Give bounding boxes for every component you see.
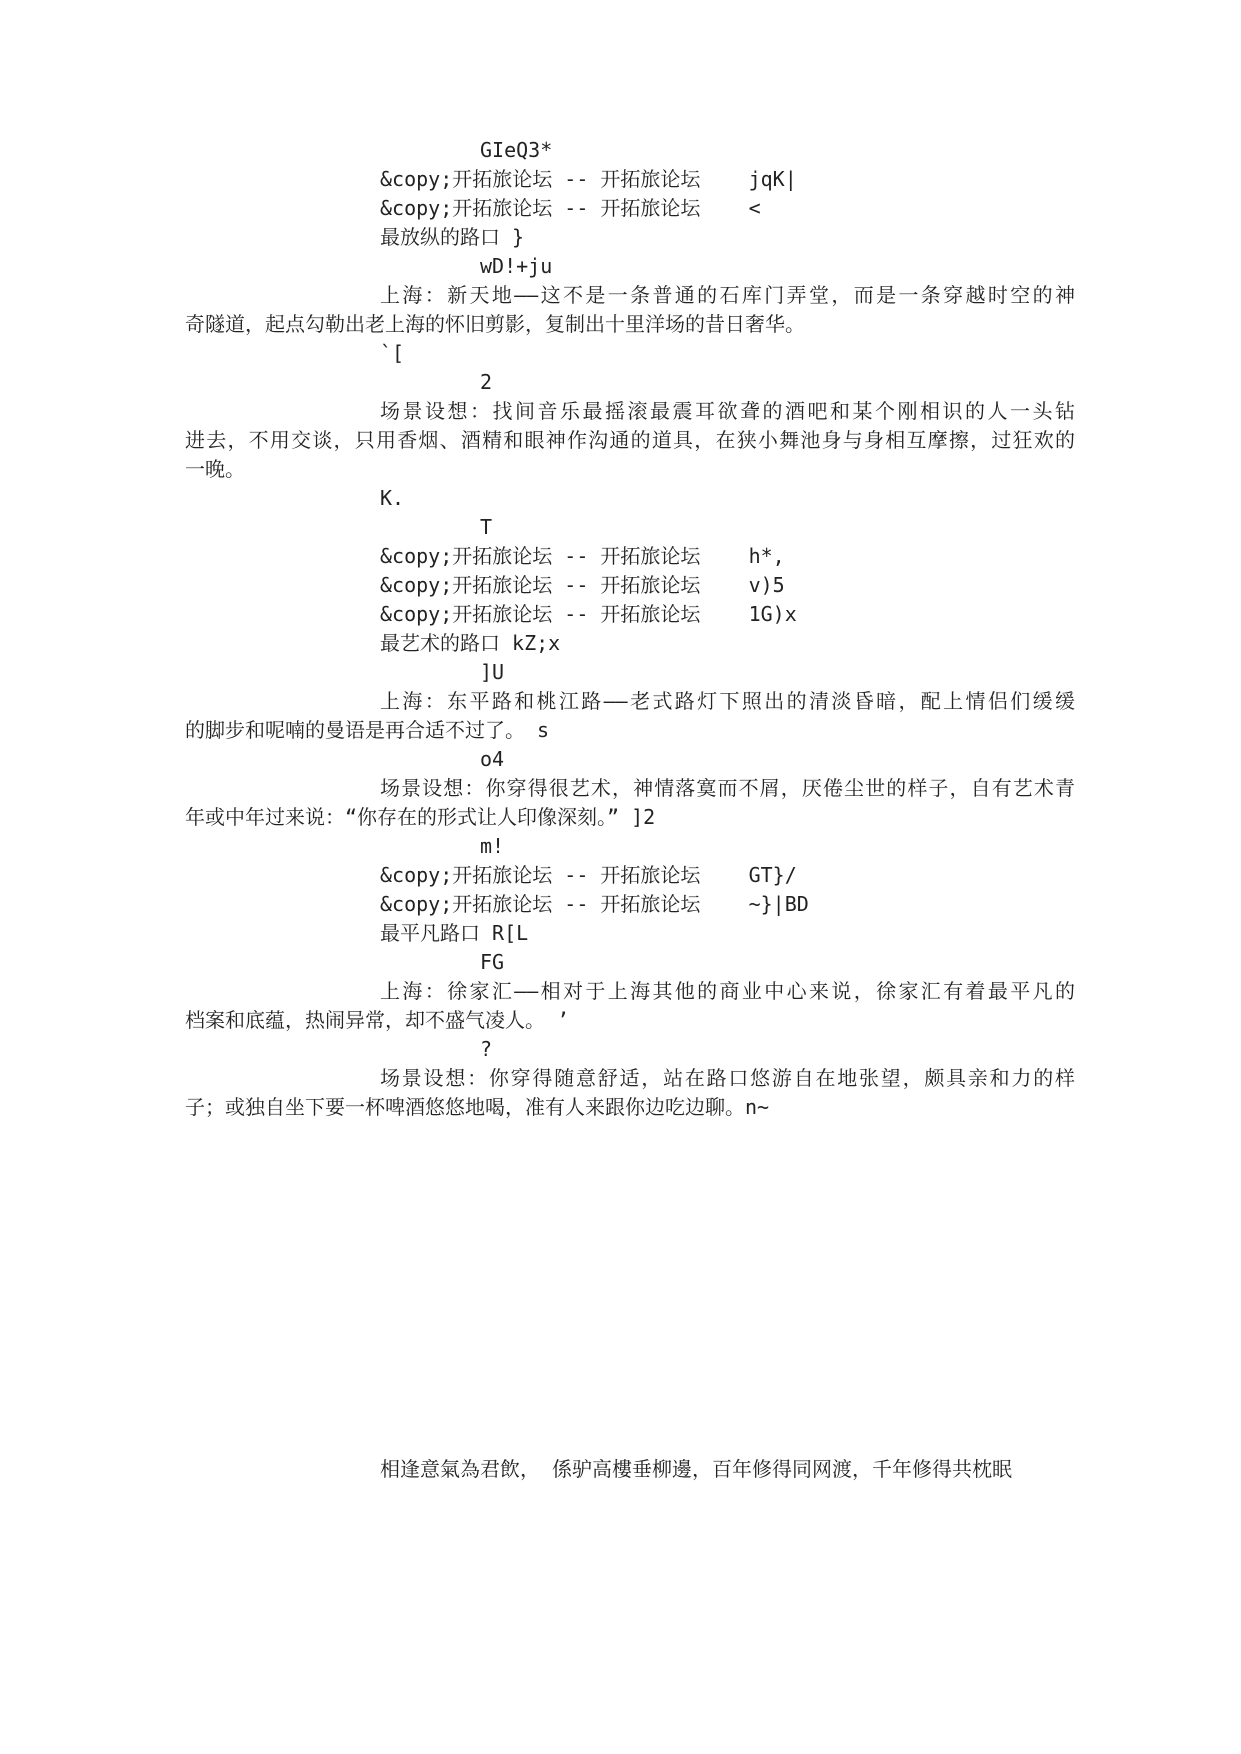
text-line: &copy;开拓旅论坛 -- 开拓旅论坛 1G)x <box>380 602 797 626</box>
text-line: &copy;开拓旅论坛 -- 开拓旅论坛 v)5 <box>380 573 785 597</box>
text-line: FG <box>480 950 505 974</box>
text-line: &copy;开拓旅论坛 -- 开拓旅论坛 < <box>380 196 761 220</box>
text-line: wD!+ju <box>480 254 553 278</box>
text-line: ]U <box>480 660 505 684</box>
text-line: ? <box>480 1037 493 1061</box>
paragraph-line: 场景设想：找间音乐最摇滚最震耳欲聋的酒吧和某个刚相识的人一头钻 <box>380 399 1075 423</box>
paragraph-line: 场景设想：你穿得随意舒适，站在路口悠游自在地张望，颇具亲和力的样 <box>380 1066 1075 1090</box>
paragraph-line: 上海：徐家汇——相对于上海其他的商业中心来说，徐家汇有着最平凡的 <box>380 979 1075 1003</box>
paragraph-line: 上海：东平路和桃江路——老式路灯下照出的清淡昏暗，配上情侣们缓缓 <box>380 689 1075 713</box>
text-line: T <box>480 515 493 539</box>
paragraph-line: 进去，不用交谈，只用香烟、酒精和眼神作沟通的道具，在狭小舞池身与身相互摩擦，过狂欢的 <box>185 428 1075 452</box>
footer-verse: 相逢意氣為君飲， 係驴高樓垂柳邊，百年修得同网渡，千年修得共枕眠 <box>380 1457 1013 1481</box>
paragraph-line: 奇隧道，起点勾勒出老上海的怀旧剪影，复制出十里洋场的昔日奢华。 <box>185 312 805 336</box>
paragraph-line: 的脚步和呢喃的曼语是再合适不过了。 s <box>185 718 550 742</box>
section-heading: 最平凡路口 R[L <box>380 921 529 945</box>
text-line: &copy;开拓旅论坛 -- 开拓旅论坛 jqK| <box>380 167 797 191</box>
paragraph-line: 场景设想：你穿得很艺术，神情落寞而不屑，厌倦尘世的样子，自有艺术青 <box>380 776 1075 800</box>
text-line: K. <box>380 486 405 510</box>
paragraph-line: 年或中年过来说：“你存在的形式让人印像深刻。” ]2 <box>185 805 656 829</box>
paragraph-line: 上海：新天地——这不是一条普通的石库门弄堂，而是一条穿越时空的神 <box>380 283 1075 307</box>
text-line: &copy;开拓旅论坛 -- 开拓旅论坛 ~}|BD <box>380 892 809 916</box>
text-line: &copy;开拓旅论坛 -- 开拓旅论坛 GT}/ <box>380 863 797 887</box>
text-line: 2 <box>480 370 493 394</box>
text-line: o4 <box>480 747 505 771</box>
text-line: GIeQ3* <box>480 138 553 162</box>
paragraph-line: 子；或独自坐下要一杯啤酒悠悠地喝，准有人来跟你边吃边聊。n~ <box>185 1095 770 1119</box>
section-heading: 最放纵的路口 } <box>380 225 525 249</box>
section-heading: 最艺术的路口 kZ;x <box>380 631 561 655</box>
text-line: &copy;开拓旅论坛 -- 开拓旅论坛 h*, <box>380 544 785 568</box>
paragraph-line: 一晚。 <box>185 457 245 481</box>
paragraph-line: 档案和底蕴，热闹异常，却不盛气凌人。 ’ <box>185 1008 570 1032</box>
text-line: `[ <box>380 341 405 365</box>
text-line: m! <box>480 834 505 858</box>
